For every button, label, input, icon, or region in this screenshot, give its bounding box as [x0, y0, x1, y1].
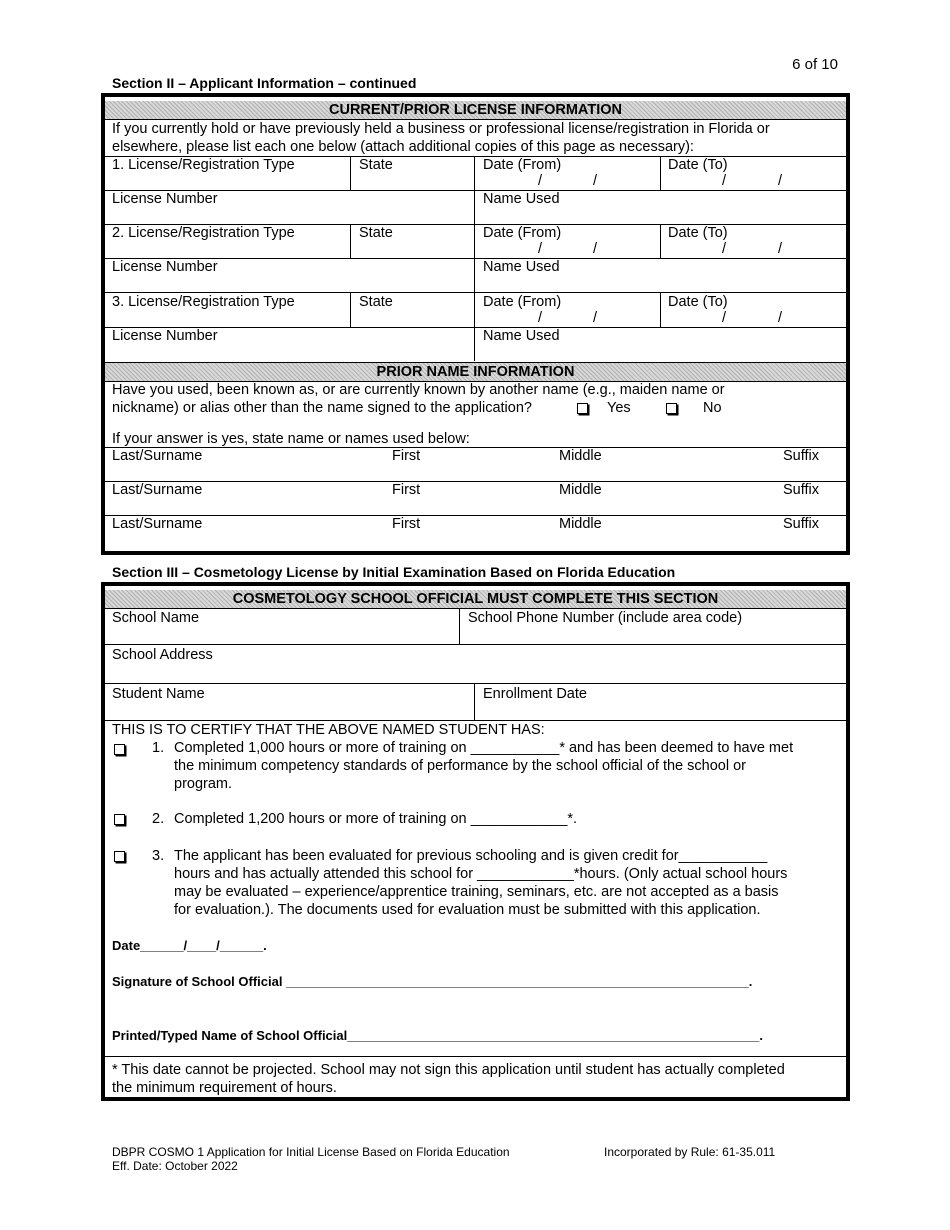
item-3-line-3: may be evaluated – experience/apprentice training, seminars, etc. are not accepted as a basis [174, 884, 779, 900]
date-from-label: Date (From) [483, 225, 562, 241]
enrollment-date-label: Enrollment Date [483, 686, 587, 702]
date-from-field[interactable] [475, 293, 660, 327]
no-checkbox[interactable] [666, 403, 677, 414]
license-type-field[interactable] [105, 156, 350, 190]
page-number: 6 of 10 [792, 56, 838, 73]
item-3-checkbox[interactable] [114, 851, 125, 862]
date-separator: / [538, 310, 543, 326]
student-name-field[interactable] [105, 684, 474, 720]
date-to-field[interactable] [661, 293, 846, 327]
footer-form-id: DBPR COSMO 1 Application for Initial License Based on Florida Education [112, 1145, 510, 1159]
middle-name-label: Middle [559, 516, 602, 532]
license-type-label: 2. License/Registration Type [112, 225, 295, 241]
item-2-number: 2. [152, 811, 165, 827]
license-type-label: 3. License/Registration Type [112, 294, 295, 310]
school-name-field[interactable] [105, 608, 459, 644]
license-number-field[interactable] [105, 259, 474, 292]
prior-name-header: PRIOR NAME INFORMATION [105, 362, 846, 382]
item-2-checkbox[interactable] [114, 814, 125, 825]
date-to-label: Date (To) [668, 294, 728, 310]
date-from-field[interactable] [475, 224, 660, 258]
note-line-1: * This date cannot be projected. School may not sign this application until student has actually completed [112, 1062, 785, 1078]
item-1-checkbox[interactable] [114, 744, 125, 755]
name-used-label: Name Used [483, 259, 560, 275]
license-info-header: CURRENT/PRIOR LICENSE INFORMATION [105, 101, 846, 120]
license-number-field[interactable] [105, 328, 474, 361]
item-1-line-1: Completed 1,000 hours or more of training on ___________* and has been deemed to have met [174, 740, 794, 756]
license-number-label: License Number [112, 259, 218, 275]
prior-question-line-2: nickname) or alias other than the name signed to the application? [112, 400, 532, 416]
school-address-field[interactable] [105, 645, 846, 683]
license-type-field[interactable] [105, 293, 350, 327]
item-1-number: 1. [152, 740, 165, 756]
school-phone-label: School Phone Number (include area code) [468, 610, 743, 626]
date-from-field[interactable] [475, 156, 660, 190]
license-type-field[interactable] [105, 224, 350, 258]
student-name-label: Student Name [112, 686, 205, 702]
date-line[interactable]: Date______/____/______. [112, 938, 267, 953]
item-3-line-4: for evaluation.). The documents used for evaluation must be submitted with this application. [174, 902, 761, 918]
license-number-label: License Number [112, 191, 218, 207]
date-to-field[interactable] [661, 156, 846, 190]
license-type-label: 1. License/Registration Type [112, 157, 295, 173]
state-field[interactable] [351, 293, 474, 327]
middle-name-label: Middle [559, 448, 602, 464]
item-1-line-3: program. [174, 776, 233, 792]
date-from-label: Date (From) [483, 157, 562, 173]
license-number-field[interactable] [105, 191, 474, 224]
state-label: State [359, 294, 393, 310]
last-name-label: Last/Surname [112, 448, 203, 464]
item-1-line-2: the minimum competency standards of performance by the school official of the school or [174, 758, 746, 774]
item-2-line-1: Completed 1,200 hours or more of training on ____________*. [174, 811, 578, 827]
prior-name-row[interactable] [105, 516, 846, 549]
school-phone-field[interactable] [460, 608, 846, 644]
name-used-field[interactable] [475, 259, 846, 292]
first-name-label: First [392, 482, 421, 498]
license-intro-line-2: elsewhere, please list each one below (attach additional copies of this page as necessary): [112, 139, 694, 155]
state-label: State [359, 157, 393, 173]
date-separator: / [593, 241, 598, 257]
footer-rule: Incorporated by Rule: 61-35.011 [604, 1145, 776, 1159]
license-info-frame [101, 93, 850, 555]
prior-question-line-1: Have you used, been known as, or are currently known by another name (e.g., maiden name or [112, 382, 725, 398]
school-address-label: School Address [112, 647, 213, 663]
school-official-frame [101, 582, 850, 1101]
section-3-heading: Section III – Cosmetology License by Initial Examination Based on Florida Education [112, 564, 676, 580]
date-to-field[interactable] [661, 224, 846, 258]
yes-checkbox[interactable] [577, 403, 588, 414]
middle-name-label: Middle [559, 482, 602, 498]
date-separator: / [722, 173, 727, 189]
date-to-label: Date (To) [668, 157, 728, 173]
no-label: No [703, 400, 722, 416]
item-3-line-2: hours and has actually attended this school for ____________*hours. (Only actual school hours [174, 866, 788, 882]
item-3-number: 3. [152, 848, 165, 864]
state-field[interactable] [351, 156, 474, 190]
divider [105, 720, 846, 721]
section-2-heading: Section II – Applicant Information – continued [112, 75, 417, 91]
date-separator: / [778, 173, 783, 189]
prior-name-row[interactable] [105, 448, 846, 481]
first-name-label: First [392, 448, 421, 464]
prior-name-row[interactable] [105, 482, 846, 515]
yes-label: Yes [607, 400, 631, 416]
date-separator: / [593, 173, 598, 189]
name-used-field[interactable] [475, 328, 846, 361]
prior-instruction: If your answer is yes, state name or names used below: [112, 431, 470, 447]
certify-heading: THIS IS TO CERTIFY THAT THE ABOVE NAMED STUDENT HAS: [112, 722, 545, 738]
note-line-2: the minimum requirement of hours. [112, 1080, 337, 1096]
date-separator: / [722, 310, 727, 326]
suffix-label: Suffix [783, 516, 820, 532]
signature-line[interactable]: Signature of School Official ________________________________________________________________. [112, 974, 753, 989]
name-used-label: Name Used [483, 328, 560, 344]
date-separator: / [778, 241, 783, 257]
date-to-label: Date (To) [668, 225, 728, 241]
first-name-label: First [392, 516, 421, 532]
printed-name-line[interactable]: Printed/Typed Name of School Official_________________________________________________________. [112, 1028, 763, 1043]
last-name-label: Last/Surname [112, 516, 203, 532]
last-name-label: Last/Surname [112, 482, 203, 498]
state-field[interactable] [351, 224, 474, 258]
divider [105, 1056, 846, 1057]
school-official-header: COSMETOLOGY SCHOOL OFFICIAL MUST COMPLETE THIS SECTION [105, 590, 846, 609]
date-separator: / [778, 310, 783, 326]
name-used-label: Name Used [483, 191, 560, 207]
suffix-label: Suffix [783, 482, 820, 498]
suffix-label: Suffix [783, 448, 820, 464]
name-used-field[interactable] [475, 191, 846, 224]
item-3-line-1: The applicant has been evaluated for previous schooling and is given credit for___________ [174, 848, 768, 864]
license-number-label: License Number [112, 328, 218, 344]
date-separator: / [538, 241, 543, 257]
school-name-label: School Name [112, 610, 200, 626]
state-label: State [359, 225, 393, 241]
footer-eff-date: Eff. Date: October 2022 [112, 1159, 238, 1173]
date-from-label: Date (From) [483, 294, 562, 310]
date-separator: / [722, 241, 727, 257]
date-separator: / [538, 173, 543, 189]
date-separator: / [593, 310, 598, 326]
license-intro-line-1: If you currently hold or have previously held a business or professional license/registration in Florida or [112, 121, 770, 137]
enrollment-date-field[interactable] [475, 684, 846, 720]
